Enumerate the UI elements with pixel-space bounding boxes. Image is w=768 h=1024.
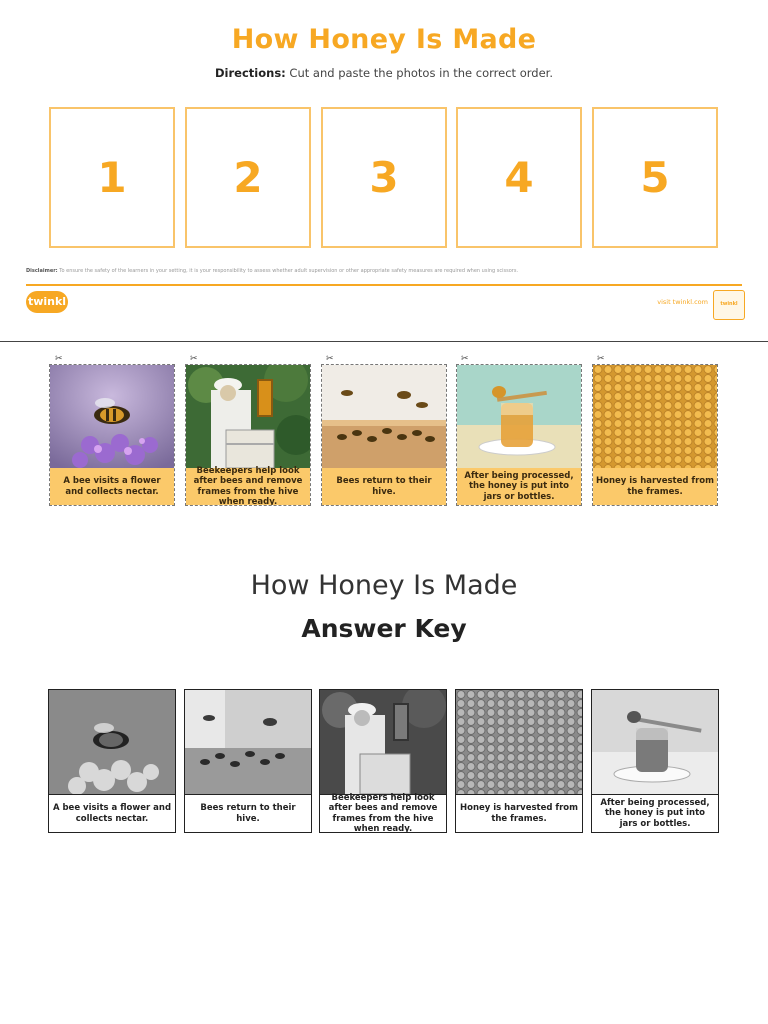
cut-card[interactable] [321,364,447,506]
order-box-3[interactable]: 3 [321,107,447,248]
card-caption: Beekeepers help look after bees and remove frames from the hive when ready. [320,794,446,832]
honeycomb-photo [593,365,717,468]
answer-subheading: Answer Key [301,614,467,643]
bee-on-flower-photo [50,365,174,468]
directions-text: Cut and paste the photos in the correct order. [285,66,553,80]
answer-card [455,689,583,833]
cut-card[interactable] [185,364,311,506]
page-divider [0,341,768,342]
answer-card [319,689,447,833]
answer-card [184,689,312,833]
card-caption: Bees return to their hive. [322,468,446,505]
scissors-icon: ✂ [326,354,334,364]
honey-jar-photo [457,365,581,468]
footer-rule [26,284,742,286]
order-box-4[interactable]: 4 [456,107,582,248]
card-caption: Honey is harvested from the frames. [456,794,582,832]
answer-card [48,689,176,833]
directions-label: Directions: [215,66,286,80]
twinkl-logo[interactable]: twinkl [26,291,68,313]
card-caption: Honey is harvested from the frames. [593,468,717,505]
order-box-5[interactable]: 5 [592,107,718,248]
card-caption: Bees return to their hive. [185,794,311,832]
cut-card[interactable] [592,364,718,506]
scissors-icon: ✂ [190,354,198,364]
honey-jar-photo [592,690,718,794]
cut-card[interactable] [456,364,582,506]
card-caption: A bee visits a flower and collects nectar. [49,794,175,832]
beekeeper-photo [186,365,310,468]
answer-card [591,689,719,833]
beekeeper-photo [320,690,446,794]
scissors-icon: ✂ [55,354,63,364]
disclaimer [26,268,746,274]
visit-link[interactable]: visit twinkl.com [657,298,708,306]
page-title: How Honey Is Made [231,24,537,55]
scissors-icon: ✂ [461,354,469,364]
card-caption: After being processed, the honey is put into jars or bottles. [457,468,581,505]
order-box-1[interactable]: 1 [49,107,175,248]
scissors-icon: ✂ [597,354,605,364]
bees-at-hive-photo [185,690,311,794]
card-caption: After being processed, the honey is put into jars or bottles. [592,794,718,832]
directions [0,66,768,80]
bee-on-flower-photo [49,690,175,794]
order-box-2[interactable]: 2 [185,107,311,248]
bees-at-hive-photo [322,365,446,468]
card-caption: A bee visits a flower and collects nectar. [50,468,174,505]
disclaimer-label: Disclaimer: [26,268,58,274]
answer-heading: How Honey Is Made [250,570,518,601]
quality-badge-icon: twinkl [713,290,745,320]
disclaimer-text: To ensure the safety of the learners in your setting, it is your responsibility to assess whether adult supervision or other appropriate safety measures are required when using scissors. [57,268,519,274]
cut-card[interactable] [49,364,175,506]
card-caption: Beekeepers help look after bees and remove frames from the hive when ready. [186,468,310,505]
honeycomb-photo [456,690,582,794]
